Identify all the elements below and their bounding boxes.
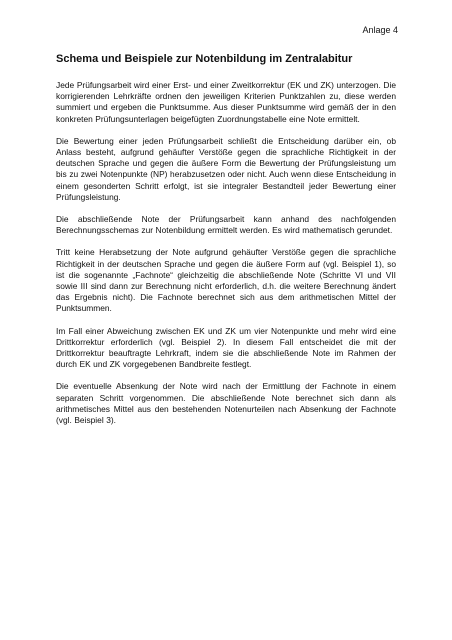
paragraph-correction-process: Jede Prüfungsarbeit wird einer Erst- und einer Zweitkorrektur (EK und ZK) unterzogen. Die korrigierenden Lehrkräfte ordnen den jeweiligen Kriterien Punktzahlen zu, diese werden summiert und ergeben die Punktsumme. Aus dieser Punktsumme wird gemäß der in den konkreten Prüfungsunterlagen beigefügten Zuordnungstabelle eine Note ermittelt. <box>56 80 396 124</box>
paragraph-subject-grade: Tritt keine Herabsetzung der Note aufgrund gehäufter Verstöße gegen die sprachliche Richtigkeit in der deutschen Sprache und gegen die äußere Form auf (vgl. Beispiel 1), so ist die sogenannte „Fachnote“ gleichzeitig die abschließende Note (Schritte VI und VII sowie III sind dann zur Berechnung nicht erforderlich, d.h. die weitere Berechnung ändert das Ergebnis nicht). Die Fachnote berechnet sich aus dem arithmetischen Mittel der Punktsummen. <box>56 247 396 314</box>
paragraph-calculation-scheme: Die abschließende Note der Prüfungsarbeit kann anhand des nachfolgenden Berechnungsschemas zur Notenbildung ermittelt werden. Es wird mathematisch gerundet. <box>56 214 396 236</box>
paragraph-grade-reduction: Die eventuelle Absenkung der Note wird nach der Ermittlung der Fachnote in einem separaten Schritt vorgenommen. Die abschließende Note berechnet sich dann als arithmetisches Mittel aus den bestehenden Notenurteilen nach Absenkung der Fachnote (vgl. Beispiel 3). <box>56 381 396 426</box>
annex-label: Anlage 4 <box>362 25 398 35</box>
paragraph-language-deduction: Die Bewertung einer jeden Prüfungsarbeit schließt die Entscheidung darüber ein, ob Anlass besteht, aufgrund gehäufter Verstöße gegen die sprachliche Richtigkeit in der deutschen Sprache und gegen die äußere Form die Bewertung der Prüfungsleistung um bis zu zwei Notenpunkte (NP) herabzusetzen oder nicht. Auch wenn diese Entscheidung in einem gesonderten Schritt erfolgt, ist sie integraler Bestandteil jeder Bewertung einer Prüfungsleistung. <box>56 135 396 202</box>
document-body <box>56 80 396 437</box>
paragraph-third-correction: Im Fall einer Abweichung zwischen EK und ZK um vier Notenpunkte und mehr wird eine Drittkorrektur erforderlich (vgl. Beispiel 2). In diesem Fall entscheidet die mit der Drittkorrektur beauftragte Lehrkraft, indem sie die abschließende Note im Rahmen der durch EK und ZK vorgegebenen Bandbreite festlegt. <box>56 325 396 370</box>
document-title: Schema und Beispiele zur Notenbildung im Zentralabitur <box>56 53 353 65</box>
